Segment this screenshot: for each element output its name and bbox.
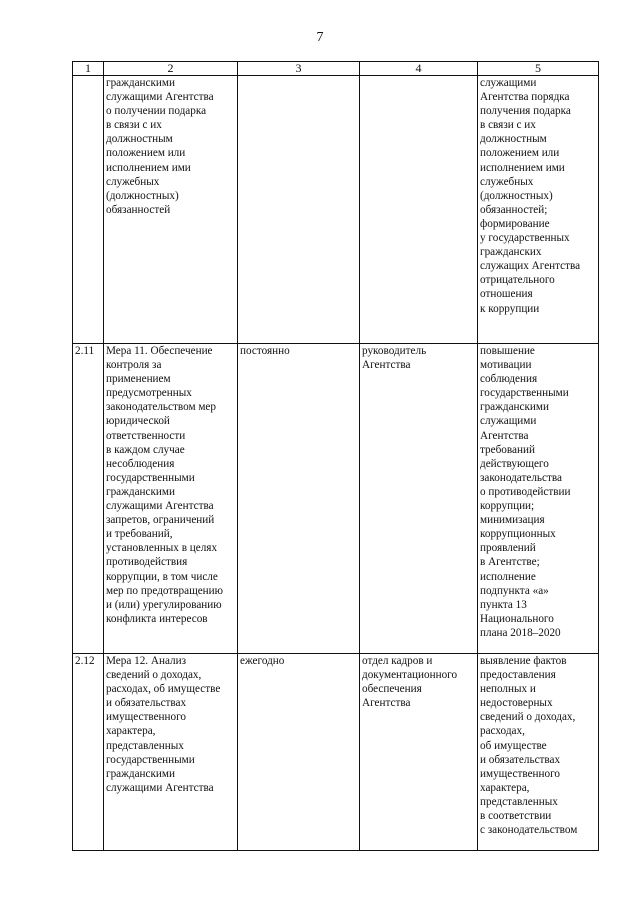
cell-text-line: плана 2018–2020	[480, 626, 561, 639]
cell-text-line: и обязательствах	[480, 753, 561, 766]
cell-text-line: применением	[106, 373, 171, 386]
responsible-cell	[360, 654, 478, 851]
cell-text-line: имущественного	[106, 711, 187, 724]
cell-text-line: характера,	[480, 781, 530, 794]
measure-cell	[104, 344, 238, 654]
cell-text-line: недостоверных	[480, 697, 553, 710]
cell-text-line: минимизация	[480, 514, 545, 527]
table-header-row	[73, 62, 599, 76]
cell-text-line: контроля за	[106, 359, 162, 372]
cell-text-line: служащими Агентства	[106, 91, 214, 104]
cell-text-line: законодательства	[480, 471, 562, 484]
cell-text-line: представленных	[480, 795, 558, 808]
cell-text-line: формирование	[480, 217, 550, 230]
cell-text-line: Агентства порядка	[480, 91, 570, 104]
cell-text-line: коррупционных	[480, 528, 556, 541]
cell-text-line: исполнением ими	[106, 161, 191, 174]
cell-text-line: мер по предотвращению	[106, 584, 223, 597]
cell-text-line: государственными	[106, 753, 195, 766]
cell-text-line: служебных	[480, 175, 534, 188]
term-cell	[238, 344, 360, 654]
cell-text-line: (должностных)	[480, 189, 553, 202]
cell-text-line: ответственности	[106, 429, 186, 442]
responsible-cell	[360, 344, 478, 654]
table-row	[73, 344, 599, 654]
cell-text-line: расходах,	[480, 725, 525, 738]
cell-text-line: Агентства	[480, 429, 529, 442]
cell-text-line: об имуществе	[480, 739, 547, 752]
cell-text-line: исполнение	[480, 570, 536, 583]
cell-text-line: с законодательством	[480, 824, 578, 837]
cell-text-line: отрицательного	[480, 274, 555, 287]
cell-text-line: расходах, об имуществе	[106, 683, 221, 696]
cell-text-line: предусмотренных	[106, 387, 192, 400]
row-number: 2.11	[73, 344, 104, 654]
row-number	[73, 76, 104, 344]
cell-text-line: гражданскими	[106, 767, 175, 780]
cell-text-line: пункта 13	[480, 598, 527, 611]
cell-text-line: и (или) урегулированию	[106, 598, 222, 611]
term-cell	[238, 654, 360, 851]
cell-text-line: коррупции, в том числе	[106, 570, 218, 583]
cell-text-line: выявление фактов	[480, 655, 567, 667]
cell-text-line: предоставления	[480, 669, 556, 682]
cell-text-line: служащими Агентства	[106, 500, 214, 513]
cell-text-line: Агентства	[362, 359, 411, 372]
cell-text-line: мотивации	[480, 359, 532, 372]
cell-text-line: Мера 12. Анализ	[106, 655, 187, 667]
cell-text-line: требований	[480, 443, 535, 456]
term-cell	[238, 76, 360, 344]
cell-text-line: сведений о доходах,	[480, 711, 576, 724]
cell-text-line: повышение	[480, 345, 535, 357]
table-row	[73, 76, 599, 344]
row-number: 2.12	[73, 654, 104, 851]
cell-text-line: у государственных	[480, 232, 570, 245]
cell-text-line: к коррупции	[480, 302, 540, 315]
cell-text-line: в Агентстве;	[480, 556, 540, 569]
cell-text-line: законодательством мер	[106, 401, 216, 414]
page-number: 7	[316, 30, 324, 45]
cell-text-line: в соответствии	[480, 810, 552, 823]
cell-text-line: подпункта «а»	[480, 584, 549, 597]
cell-text-line: в каждом случае	[106, 443, 185, 456]
table-row	[73, 654, 599, 851]
cell-text-line: документационного	[362, 669, 458, 682]
cell-text-line: государственными	[106, 471, 195, 484]
cell-text-line: должностным	[480, 133, 547, 146]
cell-text-line: соблюдения	[480, 373, 538, 386]
cell-text-line: исполнением ими	[480, 161, 565, 174]
cell-text-line: Национального	[480, 612, 554, 625]
cell-text-line: государственными	[480, 387, 569, 400]
cell-text-line: ежегодно	[240, 655, 285, 667]
cell-text-line: представленных	[106, 739, 184, 752]
cell-text-line: (должностных)	[106, 189, 179, 202]
cell-text-line: сведений о доходах,	[106, 669, 202, 682]
cell-text-line: проявлений	[480, 542, 536, 555]
cell-text-line: положением или	[480, 147, 560, 160]
cell-text-line: руководитель	[362, 345, 427, 357]
cell-text-line: постоянно	[240, 345, 290, 357]
cell-text-line: обязанностей;	[480, 203, 548, 216]
cell-text-line: запретов, ограничений	[106, 514, 215, 527]
cell-text-line: юридической	[106, 415, 170, 428]
cell-text-line: Мера 11. Обеспечение	[106, 345, 213, 357]
measures-table	[72, 61, 599, 851]
cell-text-line: Агентства	[362, 697, 411, 710]
cell-text-line: характера,	[106, 725, 156, 738]
cell-text-line: несоблюдения	[106, 457, 175, 470]
result-cell	[478, 76, 599, 344]
column-header: 1	[73, 62, 104, 76]
measure-cell	[104, 654, 238, 851]
measure-cell	[104, 76, 238, 344]
cell-text-line: положением или	[106, 147, 186, 160]
cell-text-line: обеспечения	[362, 683, 422, 696]
cell-text-line: противодействия	[106, 556, 188, 569]
cell-text-line: служащих Агентства	[480, 260, 581, 273]
cell-text-line: действующего	[480, 457, 549, 470]
cell-text-line: коррупции;	[480, 500, 535, 513]
cell-text-line: имущественного	[480, 767, 561, 780]
cell-text-line: служебных	[106, 175, 160, 188]
cell-text-line: обязанностей	[106, 203, 171, 216]
cell-text-line: гражданских	[480, 246, 542, 259]
cell-text-line: служащими	[480, 415, 537, 428]
cell-text-line: неполных и	[480, 683, 536, 696]
responsible-cell	[360, 76, 478, 344]
cell-text-line: отдел кадров и	[362, 655, 433, 667]
column-header: 5	[478, 62, 599, 76]
cell-text-line: получения подарка	[480, 105, 571, 118]
cell-text-line: в связи с их	[106, 119, 162, 132]
column-header: 3	[238, 62, 360, 76]
cell-text-line: о получении подарка	[106, 105, 207, 118]
cell-text-line: служащими Агентства	[106, 781, 214, 794]
cell-text-line: гражданскими	[106, 77, 175, 89]
column-header: 2	[104, 62, 238, 76]
cell-text-line: отношения	[480, 288, 533, 301]
cell-text-line: гражданскими	[106, 485, 175, 498]
cell-text-line: о противодействии	[480, 485, 571, 498]
cell-text-line: и требований,	[106, 528, 173, 541]
cell-text-line: установленных в целях	[106, 542, 218, 555]
cell-text-line: должностным	[106, 133, 173, 146]
result-cell	[478, 344, 599, 654]
cell-text-line: и обязательствах	[106, 697, 187, 710]
column-header: 4	[360, 62, 478, 76]
cell-text-line: служащими	[480, 77, 537, 89]
result-cell	[478, 654, 599, 851]
cell-text-line: гражданскими	[480, 401, 549, 414]
cell-text-line: в связи с их	[480, 119, 536, 132]
cell-text-line: конфликта интересов	[106, 612, 208, 625]
